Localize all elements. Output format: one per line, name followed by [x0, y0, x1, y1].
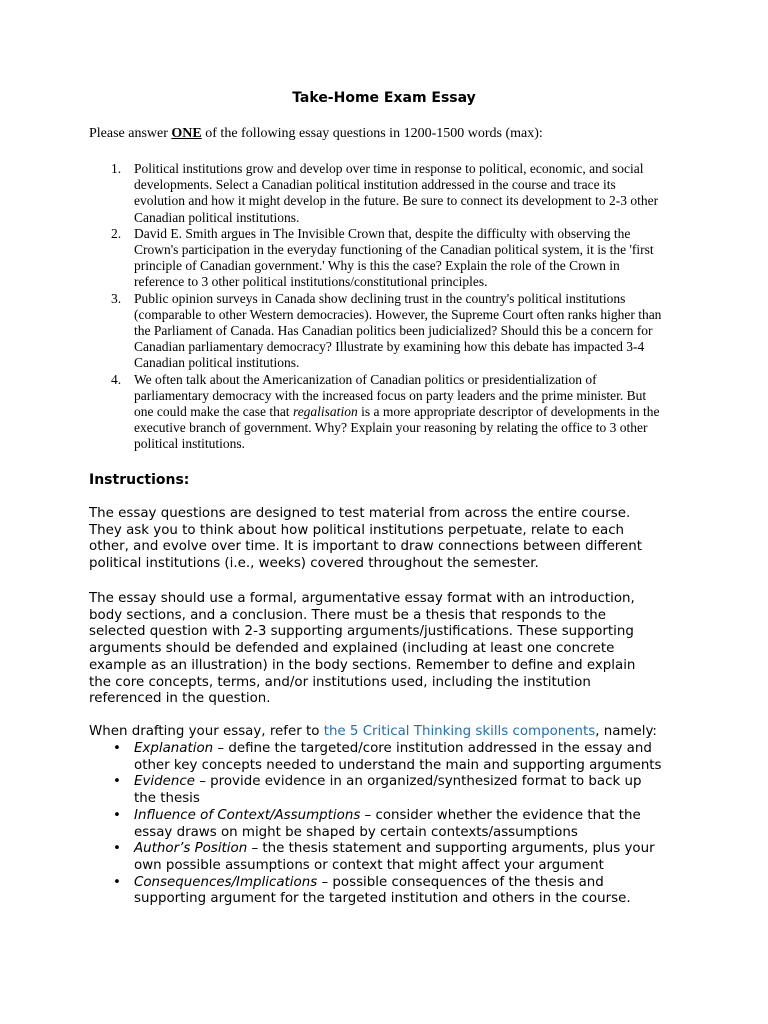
bullet-term: Influence of Context/Assumptions	[134, 807, 361, 823]
question-line: evolution and how it might develop in the future. Be sure to connect its development to 2-3 other	[134, 193, 659, 209]
question-item	[89, 291, 689, 372]
bullet-line	[134, 741, 709, 758]
drafting-text-after: , namely:	[595, 724, 657, 739]
question-line: parliamentary democracy with the increased focus on party leaders and the prime minister. But	[134, 387, 647, 403]
question-list	[89, 161, 689, 453]
bullet-term: Explanation	[134, 741, 214, 756]
bullet-item	[89, 741, 709, 774]
bullet-item	[89, 841, 709, 874]
bullet-text: – provide evidence in an organized/synthesized format to back up	[194, 774, 642, 790]
question-number: 3.	[111, 290, 122, 306]
question-line: principle of Canadian government.' Why is this the case? Explain the role of the Crown in	[134, 258, 620, 274]
bullet-term: Consequences/Implications	[134, 874, 318, 890]
bullet-icon: •	[113, 774, 121, 790]
question-text: one could make the case that	[134, 404, 293, 420]
question-line: Crown's participation in the everyday functioning of the Canadian political system, it is the 'first	[134, 242, 654, 258]
question-number: 1.	[111, 161, 122, 176]
bullet-text: – possible consequences of the thesis and	[317, 874, 604, 890]
bullet-icon: •	[113, 741, 121, 756]
intro-text-before: Please answer	[89, 126, 172, 141]
question-line: developments. Select a Canadian political institution addressed in the course and trace its	[134, 177, 616, 193]
question-line: We often talk about the Americanization of Canadian politics or presidentialization of	[134, 371, 597, 387]
paragraph-line	[89, 724, 709, 741]
bullet-line	[134, 841, 709, 858]
question-line: Public opinion surveys in Canada show declining trust in the country's political institutions	[134, 290, 626, 306]
question-line: the Parliament of Canada. Has Canadian politics been judicialized? Should this be a concern for	[134, 323, 653, 339]
paragraph-line: The essay should use a formal, argumentative essay format with an introduction,	[89, 591, 635, 606]
question-line: David E. Smith argues in The Invisible Crown that, despite the difficulty with observing the	[134, 225, 631, 241]
bullet-item	[89, 774, 709, 807]
instructions-heading: Instructions:	[89, 472, 190, 488]
question-item	[89, 161, 689, 226]
question-line: (comparable to other Western democracies). However, the Supreme Court often ranks higher than	[134, 306, 662, 322]
intro-emphasis: ONE	[171, 126, 202, 141]
format-paragraph	[89, 591, 709, 708]
instructions-paragraph	[89, 506, 709, 573]
question-line: Political institutions grow and develop over time in response to political, economic, and social	[134, 161, 644, 176]
question-line: Canadian political institutions.	[134, 209, 300, 225]
drafting-text-before: When drafting your essay, refer to	[89, 724, 324, 739]
bullet-line	[134, 808, 709, 825]
question-number: 4.	[111, 371, 122, 387]
question-line: Canadian parliamentary democracy? Illustrate by examining how this debate has impacted 3-4	[134, 339, 645, 355]
intro-line	[89, 125, 689, 143]
question-item	[89, 226, 689, 291]
bullet-icon: •	[113, 807, 121, 823]
paragraph-line: the core concepts, terms, and/or institutions used, including the institution	[89, 674, 591, 690]
bullet-term: Evidence	[134, 774, 195, 790]
question-line: Canadian political institutions.	[134, 355, 300, 371]
question-text: is a more appropriate descriptor of developments in the	[357, 404, 660, 420]
question-italic-term: regalisation	[292, 404, 358, 420]
paragraph-line: arguments should be defended and explained (including at least one concrete	[89, 641, 615, 657]
question-line: executive branch of government. Why? Explain your reasoning by relating the office to 3 other	[134, 420, 648, 436]
paragraph-line: political institutions (i.e., weeks) covered throughout the semester.	[89, 556, 539, 572]
bullet-line	[134, 774, 709, 791]
skills-bullet-list	[89, 741, 709, 908]
question-line: political institutions.	[134, 436, 245, 452]
bullet-item	[89, 808, 709, 841]
paragraph-line: referenced in the question.	[89, 691, 271, 707]
question-item	[89, 372, 689, 453]
bullet-term: Author’s Position	[134, 841, 248, 857]
paragraph-line: The essay questions are designed to test material from across the entire course.	[89, 506, 631, 521]
paragraph-line: selected question with 2-3 supporting arguments/justifications. These supporting	[89, 624, 634, 640]
bullet-line: the thesis	[134, 791, 200, 807]
bullet-text: – define the targeted/core institution addressed in the essay and	[213, 741, 652, 756]
paragraph-line: They ask you to think about how political institutions perpetuate, relate to each	[89, 522, 625, 538]
bullet-icon: •	[113, 841, 121, 857]
bullet-text: – consider whether the evidence that the	[360, 807, 641, 823]
bullet-line: other key concepts needed to understand the main and supporting arguments	[134, 757, 662, 773]
question-line	[134, 404, 689, 420]
bullet-line	[134, 875, 709, 892]
critical-thinking-link[interactable]: the 5 Critical Thinking skills components	[323, 724, 596, 739]
intro-text-after: of the following essay questions in 1200-1500 words (max):	[201, 126, 543, 141]
bullet-icon: •	[113, 874, 121, 890]
paragraph-line: other, and evolve over time. It is important to draw connections between different	[89, 539, 642, 555]
bullet-text: – the thesis statement and supporting arguments, plus your	[247, 841, 655, 857]
paragraph-line: body sections, and a conclusion. There must be a thesis that responds to the	[89, 607, 606, 623]
bullet-line: essay draws on might be shaped by certain contexts/assumptions	[134, 824, 578, 840]
question-line: reference to 3 other political institutions/constitutional principles.	[134, 274, 488, 290]
document-title: Take-Home Exam Essay	[292, 90, 476, 106]
bullet-item	[89, 875, 709, 908]
question-number: 2.	[111, 225, 122, 241]
drafting-paragraph	[89, 724, 709, 741]
bullet-line: supporting argument for the targeted institution and others in the course.	[134, 891, 631, 907]
paragraph-line: example as an illustration) in the body sections. Remember to define and explain	[89, 657, 636, 673]
bullet-line: own possible assumptions or context that might affect your argument	[134, 857, 604, 873]
